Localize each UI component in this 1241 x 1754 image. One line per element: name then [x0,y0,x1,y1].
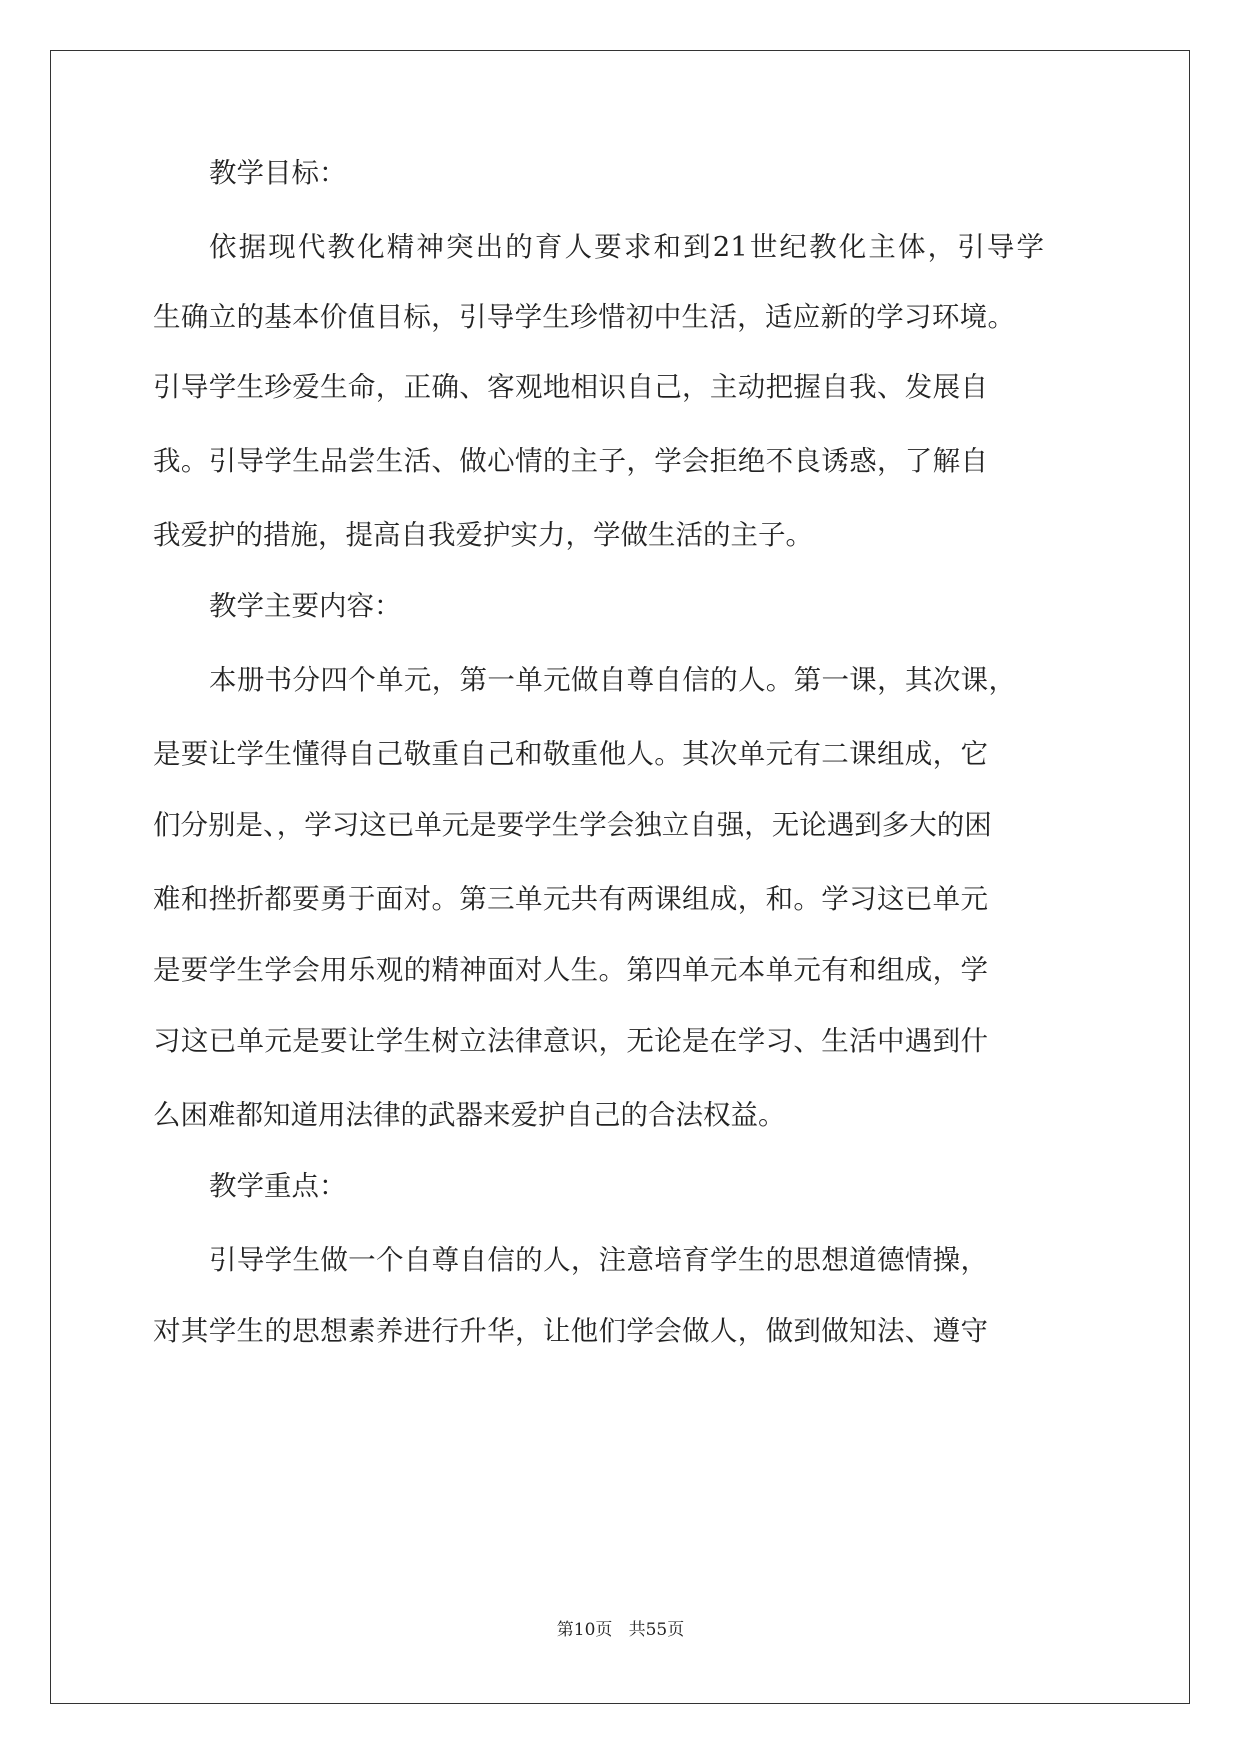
footer-spacer [612,1620,628,1640]
paragraph-line: 么困难都知道用法律的武器来爱护自己的合法权益。 [153,1099,786,1131]
paragraph-line: 们分别是、，学习这已单元是要学生学会独立自强，无论遇到多大的困 [153,809,992,841]
paragraph-line: 是要学生学会用乐观的精神面对人生。第四单元本单元有和组成，学 [153,954,988,986]
heading-main-content: 教学主要内容： [209,590,402,622]
paragraph-line: 我爱护的措施，提高自我爱护实力，学做生活的主子。 [153,519,813,551]
paragraph-line: 是要让学生懂得自己敬重自己和敬重他人。其次单元有二课组成，它 [153,738,988,770]
page-number-current: 第10页 [556,1620,613,1640]
heading-teaching-goals: 教学目标： [209,157,347,189]
paragraph-line: 依据现代教化精神突出的育人要求和到21世纪教化主体，引导学 [209,231,1044,263]
paragraph-line: 生确立的基本价值目标，引导学生珍惜初中生活，适应新的学习环境。 [153,301,1015,333]
paragraph-line: 对其学生的思想素养进行升华，让他们学会做人，做到做知法、遵守 [153,1315,988,1347]
paragraph-line: 我。引导学生品尝生活、做心情的主子，学会拒绝不良诱惑，了解自 [153,445,988,477]
page-number-total: 共55页 [628,1620,685,1640]
heading-key-points: 教学重点： [209,1170,347,1202]
paragraph-line: 引导学生做一个自尊自信的人，注意培育学生的思想道德情操， [209,1244,988,1276]
paragraph-line: 习这已单元是要让学生树立法律意识，无论是在学习、生活中遇到什 [153,1025,988,1057]
paragraph-line: 难和挫折都要勇于面对。第三单元共有两课组成，和。学习这已单元 [153,883,988,915]
page-footer [0,1618,1241,1642]
paragraph-line: 引导学生珍爱生命，正确、客观地相识自己，主动把握自我、发展自 [153,371,988,403]
paragraph-line: 本册书分四个单元，第一单元做自尊自信的人。第一课，其次课， [209,664,1016,696]
